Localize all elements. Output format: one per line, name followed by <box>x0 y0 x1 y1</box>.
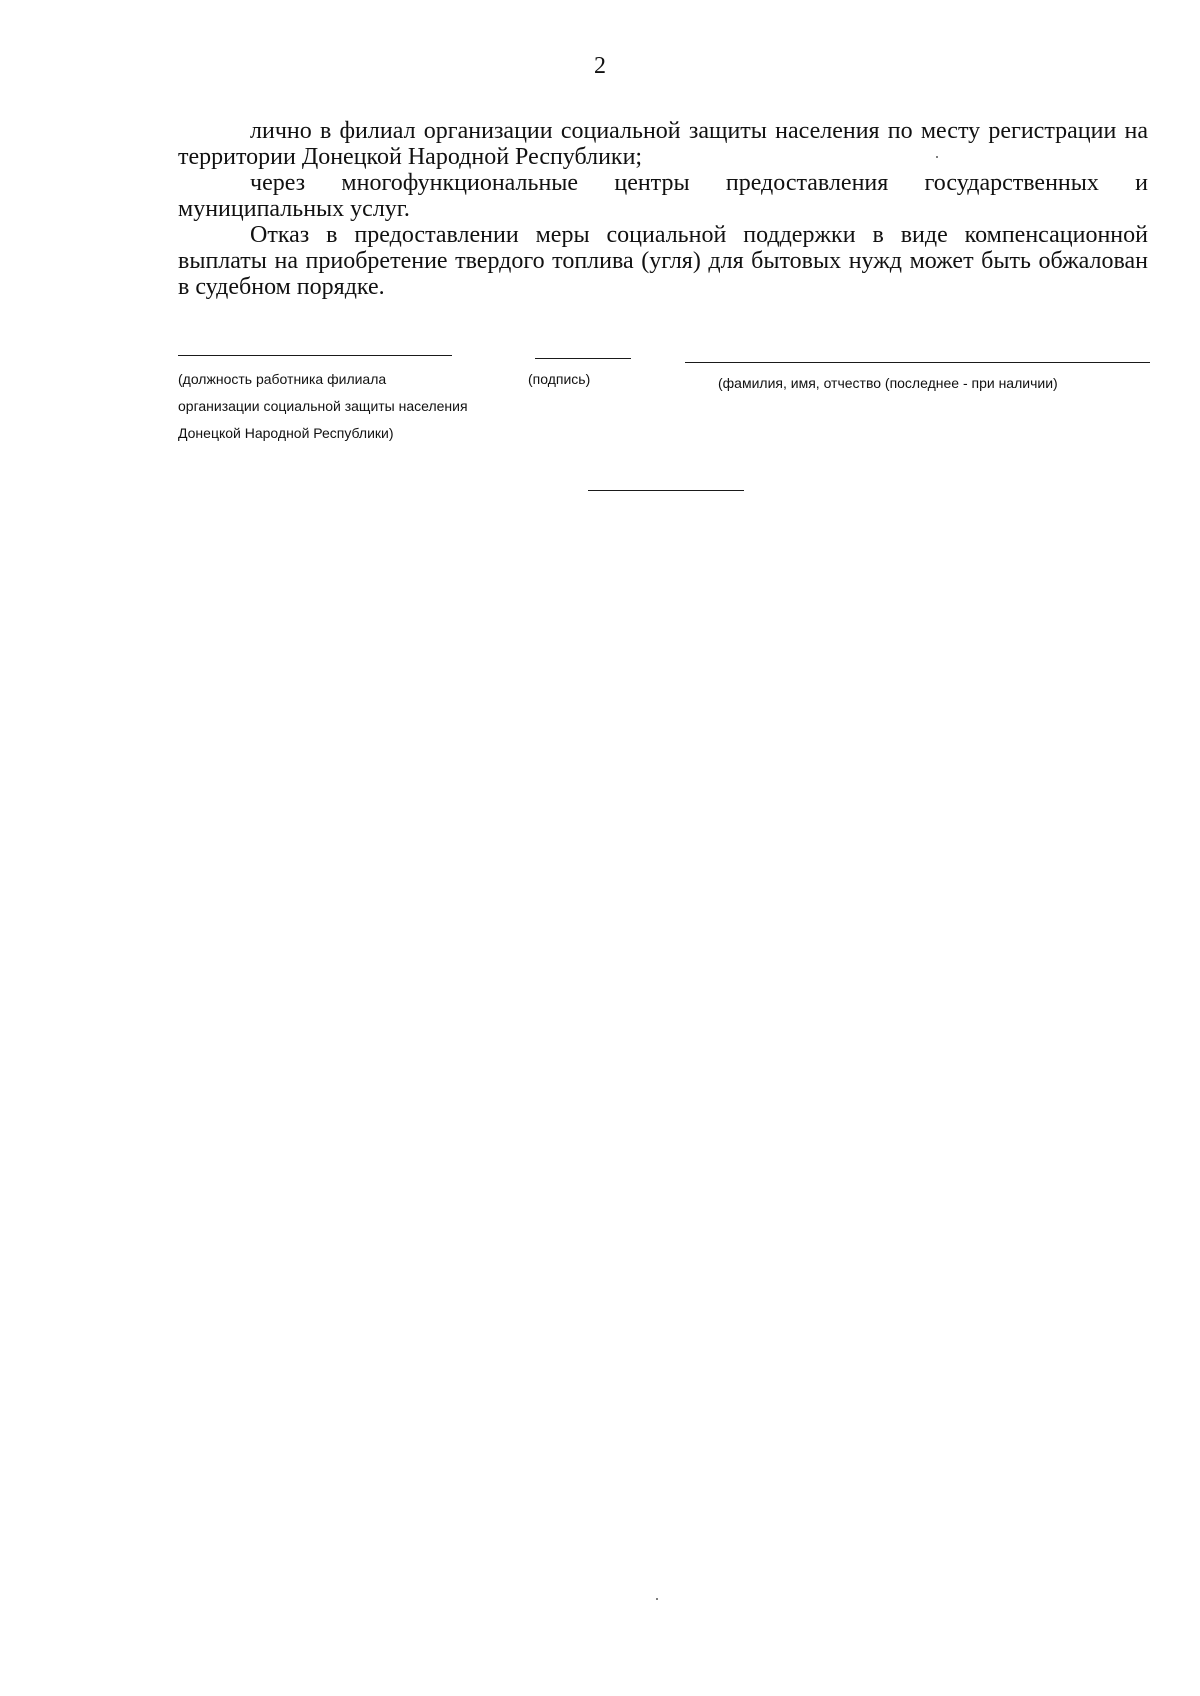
signature-caption: (подпись) <box>528 371 591 387</box>
paragraph-appeal: Отказ в предоставлении меры социальной поддержки в виде компенсационной выплаты на приобретение твердого топлива (угля) для бытовых нужд может быть обжалован в судебном порядке. <box>178 222 1148 300</box>
paragraph-delivery-in-person: лично в филиал организации социальной защиты населения по месту регистрации на территории Донецкой Народной Республики; <box>178 118 1148 170</box>
position-caption-line: (должность работника филиала <box>178 371 387 387</box>
page-number: 2 <box>594 53 606 79</box>
position-caption-line: организации социальной защиты населения <box>178 398 468 414</box>
position-caption-line: Донецкой Народной Республики) <box>178 425 394 441</box>
position-line <box>178 355 452 356</box>
signature-line <box>535 358 631 359</box>
position-caption <box>178 366 468 447</box>
end-divider <box>588 490 744 491</box>
name-caption: (фамилия, имя, отчество (последнее - при наличии) <box>718 375 1058 391</box>
paragraph-delivery-mfc: через многофункциональные центры предоставления государственных и муниципальных услуг. <box>178 170 1148 222</box>
scan-artifact <box>656 1598 658 1600</box>
body-text <box>178 118 1148 300</box>
name-line <box>685 362 1150 363</box>
scan-artifact <box>936 156 938 158</box>
